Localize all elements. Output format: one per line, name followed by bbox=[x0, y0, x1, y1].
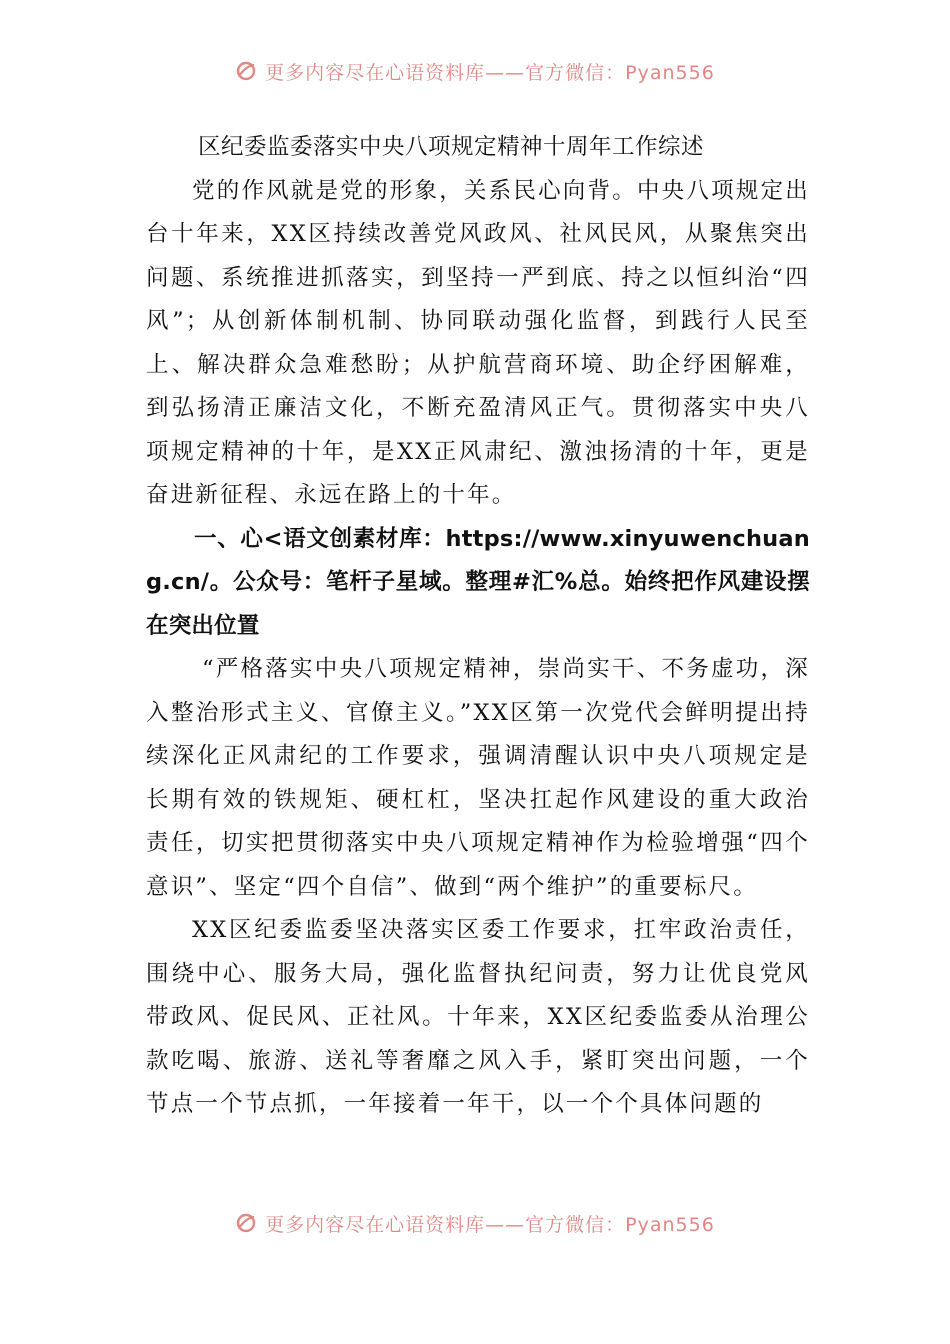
section-heading-1: 一、心<语文创素材库：https://www.xinyuwenchuang.cn/。公众号：笔杆子星域。整理#汇%总。始终把作风建设摆在突出位置 bbox=[146, 525, 810, 639]
brand-logo-icon bbox=[235, 1212, 257, 1234]
document-title: 区纪委监委落实中央八项规定精神十周年工作综述 bbox=[198, 134, 705, 160]
watermark-text: 更多内容尽在心语资料库——官方微信：Pyan556 bbox=[265, 1213, 715, 1236]
watermark-banner-top bbox=[0, 56, 950, 86]
watermark-banner-bottom bbox=[0, 1208, 950, 1238]
watermark-text: 更多内容尽在心语资料库——官方微信：Pyan556 bbox=[265, 61, 715, 84]
paragraph-3: XX区纪委监委坚决落实区委工作要求，扛牢政治责任，围绕中心、服务大局，强化监督执纪问责，努力让优良党风带政风、促民风、正社风。十年来，XX区纪委监委从治理公款吃喝、旅游、送礼等奢靡之风入手，紧盯突出问题，一个节点一个节点抓，一年接着一年干，以一个个具体问题的 bbox=[146, 917, 810, 1117]
paragraph-2: “严格落实中央八项规定精神，崇尚实干、不务虚功，深入整治形式主义、官僚主义。”XX区第一次党代会鲜明提出持续深化正风肃纪的工作要求，强调清醒认识中央八项规定是长期有效的铁规矩、硬杠杠，坚决扛起作风建设的重大政治责任，切实把贯彻落实中央八项规定精神作为检验增强“四个意识”、坚定“四个自信”、做到“两个维护”的重要标尺。 bbox=[146, 656, 810, 900]
document-body bbox=[146, 126, 810, 1127]
intro-paragraph: 党的作风就是党的形象，关系民心向背。中央八项规定出台十年来，XX区持续改善党风政风、社风民风，从聚焦突出问题、系统推进抓落实，到坚持一严到底、持之以恒纠治“四风”；从创新体制机制、协同联动强化监督，到践行人民至上、解决群众急难愁盼；从护航营商环境、助企纾困解难，到弘扬清正廉洁文化，不断充盈清风正气。贯彻落实中央八项规定精神的十年，是XX正风肃纪、激浊扬清的十年，更是奋进新征程、永远在路上的十年。 bbox=[146, 177, 810, 508]
brand-logo-icon bbox=[235, 60, 257, 82]
